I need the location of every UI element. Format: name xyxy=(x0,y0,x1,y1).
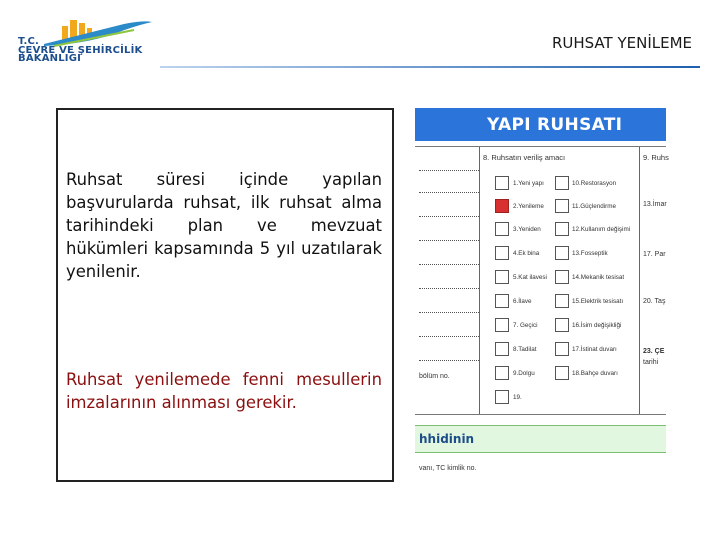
dotted-field xyxy=(419,336,479,337)
option-label: 5.Kat ilavesi xyxy=(513,274,547,281)
dotted-field xyxy=(419,240,479,241)
checkbox xyxy=(495,294,509,308)
checkbox xyxy=(495,366,509,380)
option-label: 14.Mekanik tesisat xyxy=(572,274,625,281)
dotted-field xyxy=(419,360,479,361)
checkbox xyxy=(495,390,509,404)
checkbox xyxy=(495,342,509,356)
checkbox xyxy=(495,222,509,236)
explanation-box xyxy=(56,108,394,482)
building-permit-form-image xyxy=(415,108,669,478)
purpose-section-title: 8. Ruhsatın veriliş amacı xyxy=(483,153,566,162)
option-label: 11.Güçlendirme xyxy=(572,203,616,210)
option-label: 2.Yenileme xyxy=(513,203,544,210)
checkbox xyxy=(555,318,569,332)
dotted-field xyxy=(419,264,479,265)
dotted-field xyxy=(419,216,479,217)
dotted-field xyxy=(419,288,479,289)
form-divider xyxy=(479,146,480,414)
checkbox xyxy=(555,246,569,260)
checkbox xyxy=(555,222,569,236)
form-header xyxy=(415,108,666,141)
checkbox xyxy=(495,246,509,260)
option-label: 18.Bahçe duvarı xyxy=(572,370,618,377)
side-label: 17. Par xyxy=(643,251,666,258)
green-section-band xyxy=(415,425,666,453)
green-section-title: hhidinin xyxy=(419,432,475,446)
checkbox xyxy=(555,342,569,356)
slide-title: RUHSAT YENİLEME xyxy=(551,34,692,52)
logo-line-tc: T.C. xyxy=(18,36,40,47)
form-divider xyxy=(415,414,666,415)
option-label: 12.Kullanım değişimi xyxy=(572,226,631,233)
option-label: 4.Ek bina xyxy=(513,250,540,257)
option-label: 6.İlave xyxy=(513,298,532,305)
form-title: YAPI RUHSATI xyxy=(487,115,623,135)
option-label: 13.Fosseptik xyxy=(572,250,608,257)
id-number-label: vanı, TC kimlik no. xyxy=(419,465,477,472)
renewal-rule-text: Ruhsat süresi içinde yapılan başvurularda ruhsat, ilk ruhsat alma tarihindeki plan ve mevzuat hükümleri kapsamında 5 yıl uzatılarak yenilenir. xyxy=(66,170,382,281)
side-label: tarihi xyxy=(643,359,659,366)
dotted-field xyxy=(419,192,479,193)
option-label: 17.İstinat duvarı xyxy=(572,346,617,353)
dotted-field xyxy=(419,170,479,171)
signature-requirement-text: Ruhsat yenilemede fenni mesullerin imzalarının alınması gerekir. xyxy=(66,370,382,412)
option-label: 3.Yeniden xyxy=(513,226,541,233)
checkbox xyxy=(495,318,509,332)
side-label: 13.İmar xyxy=(643,201,667,208)
checked-checkbox xyxy=(495,199,509,213)
side-label: 23. ÇE xyxy=(643,348,665,355)
checkbox xyxy=(555,176,569,190)
checkbox xyxy=(555,294,569,308)
logo-line-ministry: ÇEVRE VE ŞEHİRCİLİK xyxy=(18,44,143,56)
option-label: 7. Geçici xyxy=(513,322,538,329)
checkbox xyxy=(555,199,569,213)
option-label: 10.Restorasyon xyxy=(572,180,617,187)
option-label: 1.Yeni yapı xyxy=(513,180,544,187)
logo-line-bakanligi: BAKANLIĞI xyxy=(18,53,82,64)
form-divider xyxy=(639,146,640,414)
option-label: 9.Dolgu xyxy=(513,370,535,377)
checkbox xyxy=(495,176,509,190)
option-label: 8.Tadilat xyxy=(513,346,537,353)
dotted-field xyxy=(419,312,479,313)
side-label: 20. Taş xyxy=(643,298,666,305)
checkbox xyxy=(555,270,569,284)
header-divider xyxy=(160,66,700,68)
checkbox xyxy=(555,366,569,380)
option-label: 15.Elektrik tesisatı xyxy=(572,298,624,305)
section-no-label: bölüm no. xyxy=(419,373,450,380)
checkbox xyxy=(495,270,509,284)
option-label: 19. xyxy=(513,394,522,401)
option-label: 16.İsim değişikliği xyxy=(572,322,622,329)
form-divider xyxy=(415,146,666,147)
logo-text xyxy=(18,38,143,64)
column-9-label: 9. Ruhs xyxy=(643,153,669,162)
